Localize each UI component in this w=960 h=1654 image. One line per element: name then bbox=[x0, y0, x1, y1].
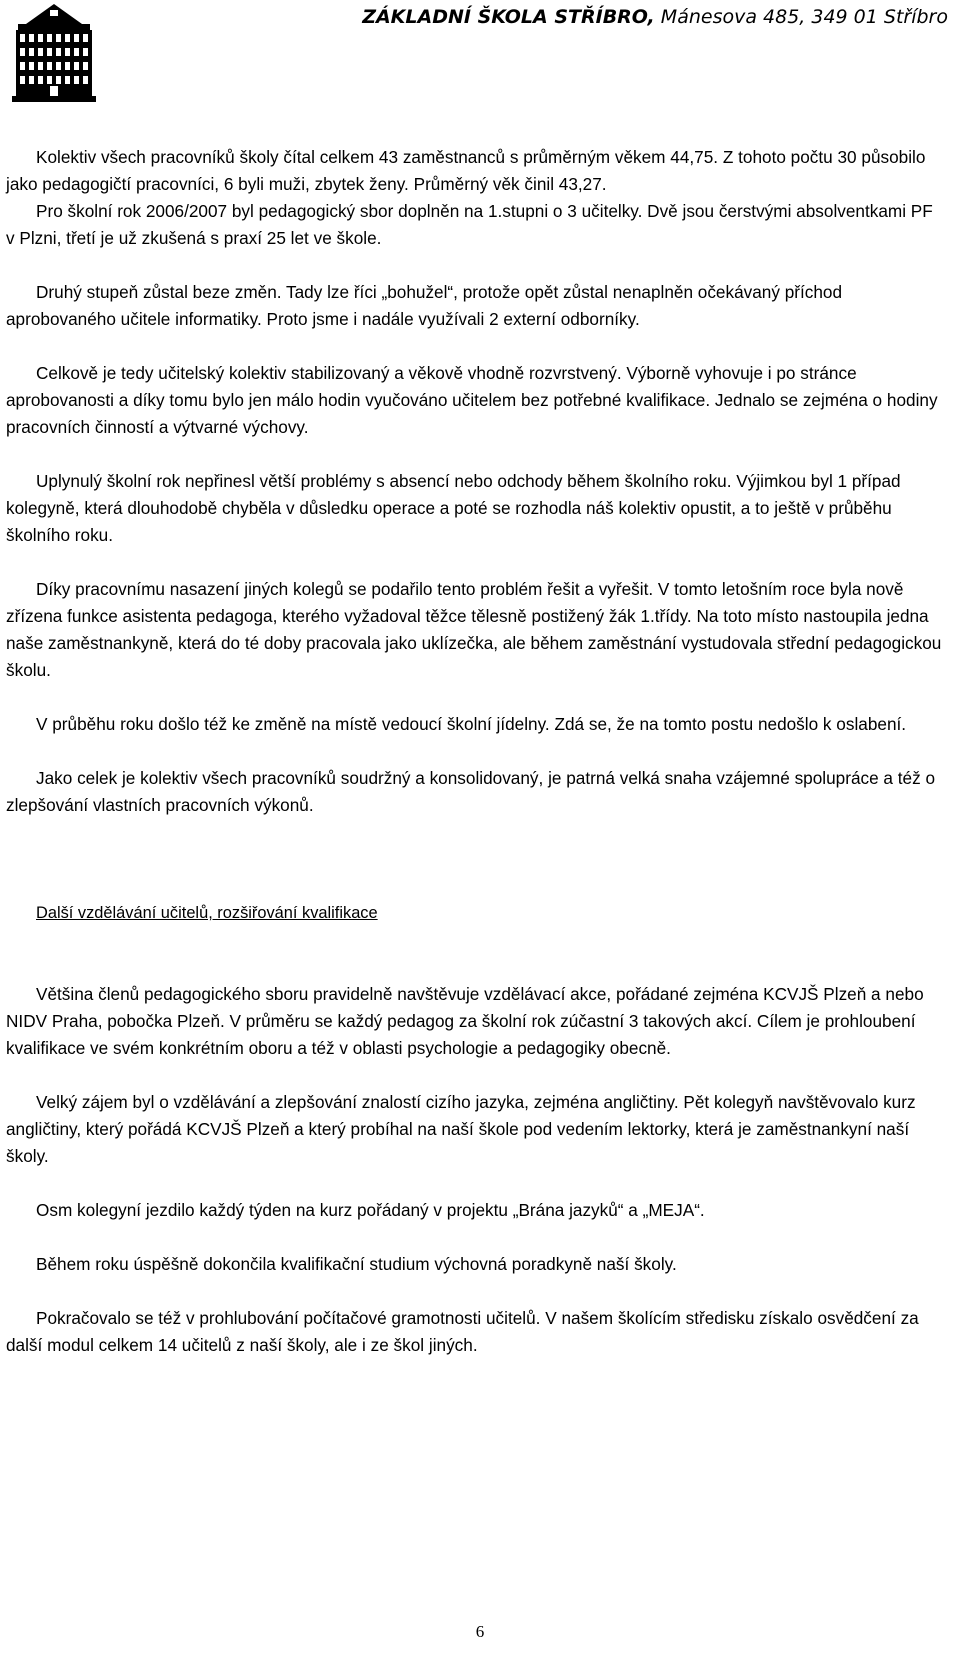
page-number: 6 bbox=[475, 1622, 485, 1641]
paragraph: Uplynulý školní rok nepřinesl větší problémy s absencí nebo odchody během školního roku. Výjimkou byl 1 případ kolegyně, která dlouhodobě chyběla v důsledku operace a poté se rozhodla náš kolektiv opustit, a to ještě v průběhu školního roku. bbox=[6, 471, 901, 545]
paragraph: Během roku úspěšně dokončila kvalifikační studium výchovná poradkyně naší školy. bbox=[36, 1254, 677, 1274]
paragraph: Díky pracovnímu nasazení jiných kolegů se podařilo tento problém řešit a vyřešit. V tomto letošním roce byla nově zřízena funkce asistenta pedagoga, kterého vyžadoval těžce tělesně postižený žák 1.třídy. Na toto místo nastoupila jedna naše zaměstnankyně, která do té doby pracovala jako uklízečka, ale během zaměstnání vystudovala střední pedagogickou školu. bbox=[6, 579, 942, 680]
paragraph: Jako celek je kolektiv všech pracovníků soudržný a konsolidovaný, je patrná velká snaha vzájemné spolupráce a též o zlepšování vlastních pracovních výkonů. bbox=[6, 768, 936, 815]
paragraph: Pokračovalo se též v prohlubování počítačové gramotnosti učitelů. V našem školícím středisku získalo osvědčení za další modul celkem 14 učitelů z naší školy, ale i ze škol jiných. bbox=[6, 1308, 919, 1355]
paragraph: Pro školní rok 2006/2007 byl pedagogický sbor doplněn na 1.stupni o 3 učitelky. Dvě jsou čerstvými absolventkami PF v Plzni, třetí je už zkušená s praxí 25 let ve škole. bbox=[6, 201, 933, 248]
paragraph: Osm kolegyní jezdilo každý týden na kurz pořádaný v projektu „Brána jazyků“ a „MEJA“. bbox=[36, 1200, 705, 1220]
school-name: ZÁKLADNÍ ŠKOLA STŘÍBRO, bbox=[362, 6, 655, 28]
paragraph: Velký zájem byl o vzdělávání a zlepšování znalostí cizího jazyka, zejména angličtiny. Pět kolegyň navštěvovalo kurz angličtiny, který pořádá KCVJŠ Plzeň a který probíhal na naší škole pod vedením lektorky, která je zaměstnankyní naší školy. bbox=[6, 1092, 916, 1166]
school-name-address bbox=[362, 6, 948, 28]
paragraph: V průběhu roku došlo též ke změně na místě vedoucí školní jídelny. Zdá se, že na tomto postu nedošlo k oslabení. bbox=[36, 714, 907, 734]
section-heading: Další vzdělávání učitelů, rozšiřování kvalifikace bbox=[36, 904, 378, 922]
paragraph: Celkově je tedy učitelský kolektiv stabilizovaný a věkově vhodně rozvrstvený. Výborně vyhovuje i po stránce aprobovanosti a díky tomu bylo jen málo hodin vyučováno učitelem bez potřebné kvalifikace. Jednalo se zejména o hodiny pracovních činností a výtvarné výchovy. bbox=[6, 363, 938, 437]
school-address: Mánesova 485, 349 01 Stříbro bbox=[654, 6, 948, 28]
paragraph: Většina členů pedagogického sboru pravidelně navštěvuje vzdělávací akce, pořádané zejména KCVJŠ Plzeň a nebo NIDV Praha, pobočka Plzeň. V průměru se každý pedagog za školní rok zúčastní 3 takových akcí. Cílem je prohloubení kvalifikace ve svém konkrétním oboru a též v oblasti psychologie a pedagogiky obecně. bbox=[6, 984, 924, 1058]
page-header bbox=[0, 0, 960, 110]
paragraph: Kolektiv všech pracovníků školy čítal celkem 43 zaměstnanců s průměrným věkem 44,75. Z tohoto počtu 30 působilo jako pedagogičtí pracovníci, 6 byli muži, zbytek ženy. Průměrný věk činil 43,27. bbox=[6, 147, 926, 194]
paragraph: Druhý stupeň zůstal beze změn. Tady lze říci „bohužel“, protože opět zůstal nenaplněn očekávaný příchod aprobovaného učitele informatiky. Proto jsme i nadále využívali 2 externí odborníky. bbox=[6, 282, 843, 329]
school-building-logo bbox=[10, 2, 98, 104]
document-body bbox=[6, 144, 946, 1359]
